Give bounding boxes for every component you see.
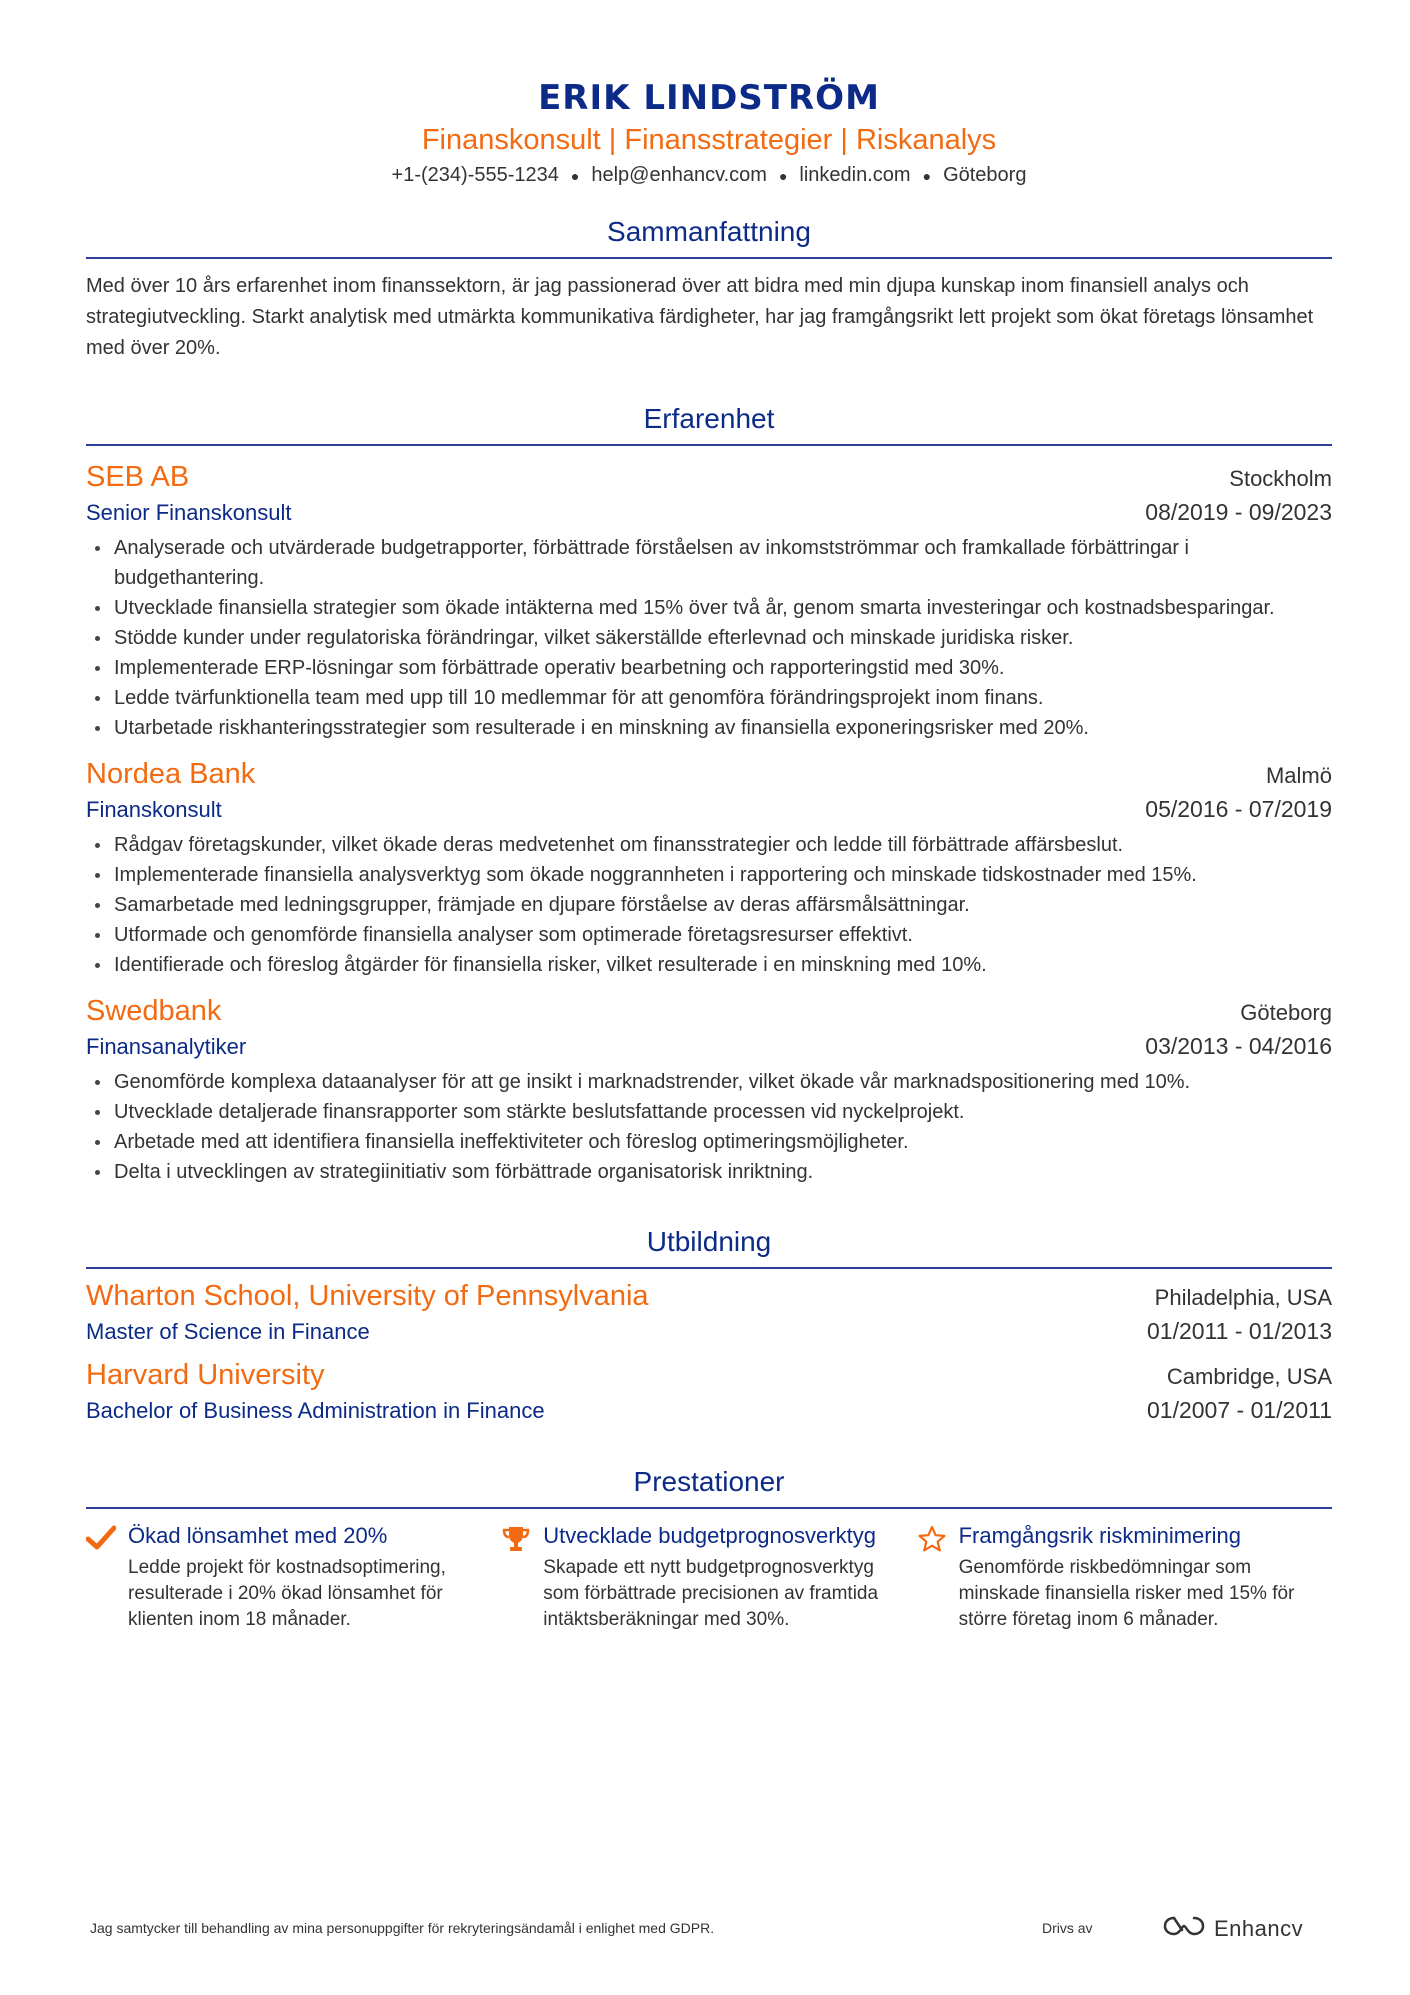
job-location: Stockholm	[1229, 465, 1332, 491]
achievements-section	[86, 1463, 1332, 1633]
section-title-summary: Sammanfattning	[86, 213, 1332, 259]
school-location: Philadelphia, USA	[1154, 1284, 1332, 1310]
checkmark-icon	[86, 1521, 128, 1633]
summary-text: Med över 10 års erfarenhet inom finanssektorn, är jag passionerad över att bidra med min djupa kunskap inom finansiell analys och strategiutveckling. Starkt analytisk med utmärkta kommunikativa färdigheter, har jag framgångsrikt lett projekt som ökat företags lönsamhet med över 20%.	[86, 274, 1314, 359]
job-bullet: Genomförde komplexa dataanalyser för att ge insikt i marknadstrender, vilket ökade vår marknadspositionering med 10%.	[86, 1067, 1332, 1097]
job-bullet: Identifierade och föreslog åtgärder för finansiella risker, vilket resulterade i en minskning med 10%.	[86, 950, 1332, 980]
gdpr-consent-text: Jag samtycker till behandling av mina personuppgifter för rekryteringsändamål i enlighet med GDPR.	[90, 1920, 715, 1936]
contact-line	[86, 160, 1332, 191]
star-icon	[917, 1521, 959, 1633]
contact-email: help@enhancv.com	[591, 164, 767, 186]
page-footer	[90, 1914, 1330, 1944]
achievement-title: Ökad lönsamhet med 20%	[128, 1522, 388, 1548]
experience-entry	[86, 458, 1332, 743]
job-title: Finansanalytiker	[86, 1033, 247, 1059]
section-title-achievements: Prestationer	[86, 1463, 1332, 1509]
brand-name: Enhancv	[1214, 1915, 1304, 1941]
section-title-experience: Erfarenhet	[86, 400, 1332, 446]
job-title: Senior Finanskonsult	[86, 499, 292, 525]
degree-name: Master of Science in Finance	[86, 1318, 370, 1344]
job-dates: 05/2016 - 07/2019	[1145, 795, 1332, 822]
candidate-name: ERIK LINDSTRÖM	[538, 78, 880, 118]
education-entry	[86, 1356, 1332, 1427]
job-bullet: Arbetade med att identifiera finansiella ineffektiviteter och föreslog optimeringsmöjligheter.	[86, 1127, 1332, 1157]
job-location: Malmö	[1265, 762, 1332, 788]
summary-section	[86, 213, 1332, 364]
job-bullet: Implementerade finansiella analysverktyg som ökade noggrannheten i rapportering och minskade tidskostnader med 15%.	[86, 860, 1332, 890]
powered-by-label: Drivs av	[1042, 1920, 1093, 1936]
job-bullets	[86, 1067, 1332, 1187]
job-bullet: Utformade och genomförde finansiella analyser som optimerade företagsresurser effektivt.	[86, 920, 1332, 950]
education-entry	[86, 1277, 1332, 1348]
school-location: Cambridge, USA	[1166, 1363, 1332, 1389]
achievement-item	[501, 1521, 916, 1633]
education-section	[86, 1223, 1332, 1427]
job-location: Göteborg	[1240, 999, 1332, 1025]
contact-phone: +1-(234)-555-1234	[391, 164, 559, 186]
job-bullets	[86, 830, 1332, 980]
achievement-title: Framgångsrik riskminimering	[958, 1522, 1241, 1548]
achievement-title: Utvecklade budgetprognosverktyg	[543, 1522, 876, 1548]
education-dates: 01/2007 - 01/2011	[1146, 1396, 1332, 1423]
job-bullet: Analyserade och utvärderade budgetrapporter, förbättrade förståelsen av inkomstströmmar och framkallade förbättringar i budgethantering.	[86, 533, 1332, 593]
job-bullet: Delta i utvecklingen av strategiinitiativ som förbättrade organisatorisk inriktning.	[86, 1157, 1332, 1187]
education-dates: 01/2011 - 01/2013	[1146, 1317, 1332, 1344]
achievement-item	[917, 1521, 1332, 1633]
trophy-icon	[501, 1521, 543, 1633]
job-bullet: Utvecklade detaljerade finansrapporter som stärkte beslutsfattande processen vid nyckelprojekt.	[86, 1097, 1332, 1127]
achievement-description: Skapade ett nytt budgetprognosverktyg som förbättrade precisionen av framtida intäktsberäkningar med 30%.	[543, 1556, 879, 1630]
resume-page	[86, 76, 1332, 1633]
job-title: Finanskonsult	[86, 796, 222, 822]
section-title-education: Utbildning	[86, 1223, 1332, 1269]
job-bullet: Samarbetade med ledningsgrupper, främjade en djupare förståelse av deras affärsmålsättningar.	[86, 890, 1332, 920]
achievement-item	[86, 1521, 501, 1633]
job-dates: 08/2019 - 09/2023	[1145, 498, 1332, 525]
achievement-description: Ledde projekt för kostnadsoptimering, resulterade i 20% ökad lönsamhet för klienten inom 18 månader.	[128, 1556, 446, 1630]
job-bullet: Implementerade ERP-lösningar som förbättrade operativ bearbetning och rapporteringstid med 30%.	[86, 653, 1332, 683]
achievements-grid	[86, 1521, 1332, 1633]
contact-separator: ●	[570, 167, 580, 184]
experience-entry	[86, 992, 1332, 1187]
contact-location: Göteborg	[943, 164, 1027, 186]
job-bullet: Utarbetade riskhanteringsstrategier som resulterade i en minskning av finansiella exponeringsrisker med 20%.	[86, 713, 1332, 743]
job-dates: 03/2013 - 04/2016	[1145, 1032, 1332, 1059]
job-bullet: Stödde kunder under regulatoriska förändringar, vilket säkerställde efterlevnad och minskade juridiska risker.	[86, 623, 1332, 653]
achievement-description: Genomförde riskbedömningar som minskade finansiella risker med 15% för större företag inom 6 månader.	[958, 1556, 1295, 1630]
company-name: Swedbank	[86, 994, 222, 1027]
contact-separator: ●	[922, 167, 932, 184]
job-bullets	[86, 533, 1332, 743]
job-bullet: Utvecklade finansiella strategier som ökade intäkterna med 15% över två år, genom smarta investeringar och kostnadsbesparingar.	[86, 593, 1332, 623]
school-name: Wharton School, University of Pennsylvania	[86, 1279, 649, 1312]
degree-name: Bachelor of Business Administration in Finance	[86, 1397, 545, 1423]
experience-entry	[86, 755, 1332, 980]
enhancv-logo-icon	[1162, 1914, 1206, 1943]
company-name: SEB AB	[86, 460, 190, 493]
resume-header	[86, 76, 1332, 191]
job-bullet: Rådgav företagskunder, vilket ökade deras medvetenhet om finansstrategier och ledde till förbättrade affärsbeslut.	[86, 830, 1332, 860]
job-bullet: Ledde tvärfunktionella team med upp till 10 medlemmar för att genomföra förändringsprojekt inom finans.	[86, 683, 1332, 713]
candidate-headline: Finanskonsult | Finansstrategier | Riskanalys	[421, 124, 997, 156]
company-name: Nordea Bank	[86, 757, 256, 790]
enhancv-brand[interactable]	[1162, 1914, 1303, 1943]
experience-section	[86, 400, 1332, 1187]
contact-linkedin: linkedin.com	[799, 164, 911, 186]
contact-separator: ●	[778, 167, 788, 184]
school-name: Harvard University	[86, 1358, 325, 1391]
